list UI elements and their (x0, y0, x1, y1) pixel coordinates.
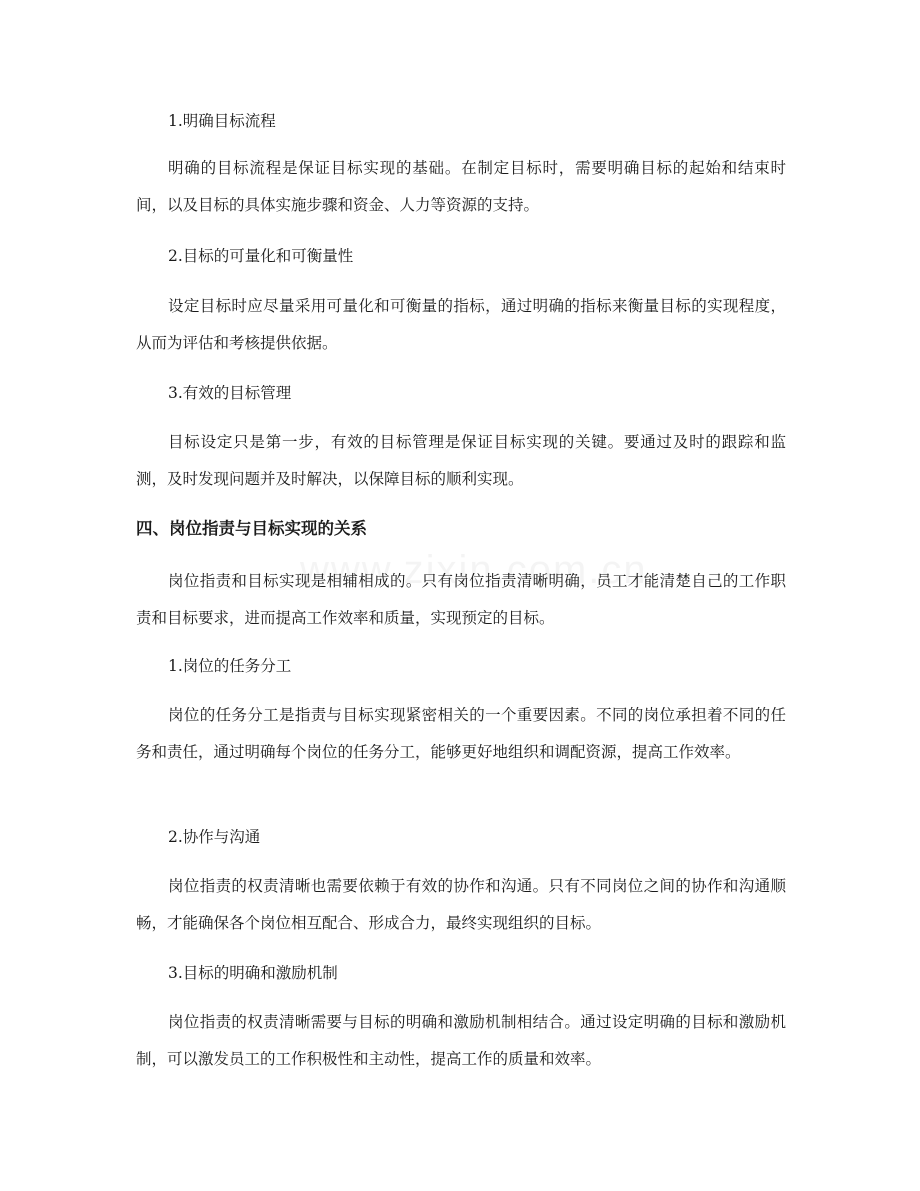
paragraph-quantifiable-goals: 设定目标时应尽量采用可量化和可衡量的指标，通过明确的指标来衡量目标的实现程度，从而为评估和考核提供依据。 (136, 297, 786, 352)
subheading-goal-incentive: 3.目标的明确和激励机制 (168, 964, 338, 982)
subheading-collaboration: 2.协作与沟通 (168, 828, 261, 846)
paragraph-task-division: 岗位的任务分工是指责与目标实现紧密相关的一个重要因素。不同的岗位承担着不同的任务和责任，通过明确每个岗位的任务分工，能够更好地组织和调配资源，提高工作效率。 (136, 706, 786, 761)
paragraph-section-4-intro: 岗位指责和目标实现是相辅相成的。只有岗位指责清晰明确，员工才能清楚自己的工作职责和目标要求，进而提高工作效率和质量，实现预定的目标。 (136, 572, 786, 627)
paragraph-clear-goal-process: 明确的目标流程是保证目标实现的基础。在制定目标时，需要明确目标的起始和结束时间，以及目标的具体实施步骤和资金、人力等资源的支持。 (136, 159, 786, 214)
paragraph-goal-incentive: 岗位指责的权责清晰需要与目标的明确和激励机制相结合。通过设定明确的目标和激励机制，可以激发员工的工作积极性和主动性，提高工作的质量和效率。 (136, 1013, 786, 1068)
subheading-effective-goal-management: 3.有效的目标管理 (168, 384, 292, 402)
subheading-clear-goal-process: 1.明确目标流程 (168, 112, 276, 130)
subheading-task-division: 1.岗位的任务分工 (168, 657, 292, 675)
subheading-quantifiable-goals: 2.目标的可量化和可衡量性 (168, 247, 354, 265)
paragraph-effective-goal-management: 目标设定只是第一步，有效的目标管理是保证目标实现的关键。要通过及时的跟踪和监测，及时发现问题并及时解决，以保障目标的顺利实现。 (136, 433, 786, 488)
paragraph-collaboration: 岗位指责的权责清晰也需要依赖于有效的协作和沟通。只有不同岗位之间的协作和沟通顺畅，才能确保各个岗位相互配合、形成合力，最终实现组织的目标。 (136, 877, 786, 932)
section-heading-4: 四、岗位指责与目标实现的关系 (136, 519, 367, 538)
